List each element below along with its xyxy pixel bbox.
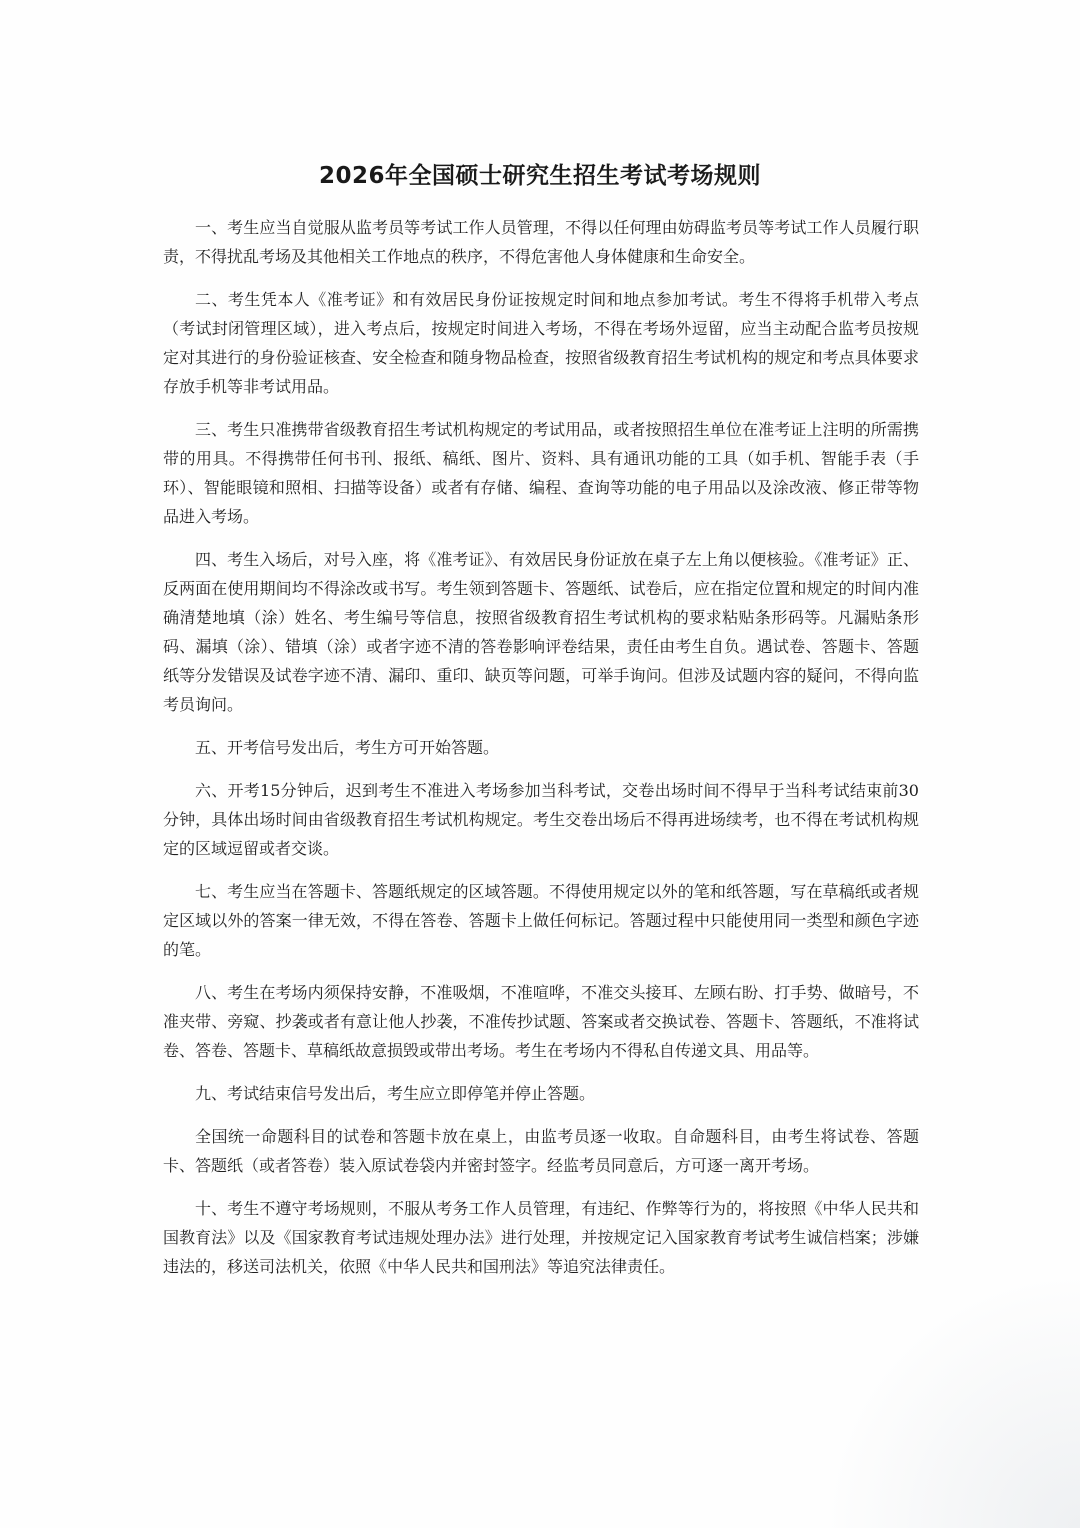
- rule-paragraph-4: 四、考生入场后，对号入座，将《准考证》、有效居民身份证放在桌子左上角以便核验。《准考证》正、反两面在使用期间均不得涂改或书写。考生领到答题卡、答题纸、试卷后，应在指定位置和规定的时间内准确清楚地填（涂）姓名、考生编号等信息，按照省级教育招生考试机构的要求粘贴条形码等。凡漏贴条形码、漏填（涂）、错填（涂）或者字迹不清的答卷影响评卷结果，责任由考生自负。遇试卷、答题卡、答题纸等分发错误及试卷字迹不清、漏印、重印、缺页等问题，可举手询问。但涉及试题内容的疑问，不得向监考员询问。: [163, 550, 919, 714]
- rule-paragraph-5: 五、开考信号发出后，考生方可开始答题。: [195, 738, 500, 757]
- rule-paragraph-9: 九、考试结束信号发出后，考生应立即停笔并停止答题。: [195, 1084, 596, 1103]
- page-shading: [820, 1268, 1080, 1528]
- rule-paragraph-9-supplement: 全国统一命题科目的试卷和答题卡放在桌上，由监考员逐一收取。自命题科目，由考生将试卷、答题卡、答题纸（或者答卷）装入原试卷袋内并密封签字。经监考员同意后，方可逐一离开考场。: [163, 1127, 919, 1175]
- rules-body: [163, 213, 919, 1295]
- rule-paragraph-2: 二、考生凭本人《准考证》和有效居民身份证按规定时间和地点参加考试。考生不得将手机带入考点（考试封闭管理区域），进入考点后，按规定时间进入考场，不得在考场外逗留，应当主动配合监考员按规定对其进行的身份验证核查、安全检查和随身物品检查，按照省级教育招生考试机构的规定和考点具体要求存放手机等非考试用品。: [163, 290, 919, 396]
- rule-paragraph-10: 十、考生不遵守考场规则，不服从考务工作人员管理，有违纪、作弊等行为的，将按照《中华人民共和国教育法》以及《国家教育考试违规处理办法》进行处理，并按规定记入国家教育考试考生诚信档案；涉嫌违法的，移送司法机关，依照《中华人民共和国刑法》等追究法律责任。: [163, 1199, 919, 1276]
- rule-paragraph-7: 七、考生应当在答题卡、答题纸规定的区域答题。不得使用规定以外的笔和纸答题，写在草稿纸或者规定区域以外的答案一律无效，不得在答卷、答题卡上做任何标记。答题过程中只能使用同一类型和颜色字迹的笔。: [163, 882, 919, 959]
- rule-paragraph-6: 六、开考15分钟后，迟到考生不准进入考场参加当科考试，交卷出场时间不得早于当科考试结束前30分钟，具体出场时间由省级教育招生考试机构规定。考生交卷出场后不得再进场续考，也不得在考试机构规定的区域逗留或者交谈。: [163, 781, 919, 858]
- rule-paragraph-3: 三、考生只准携带省级教育招生考试机构规定的考试用品，或者按照招生单位在准考证上注明的所需携带的用具。不得携带任何书刊、报纸、稿纸、图片、资料、具有通讯功能的工具（如手机、智能手表（手环）、智能眼镜和照相、扫描等设备）或者有存储、编程、查询等功能的电子用品以及涂改液、修正带等物品进入考场。: [163, 420, 919, 526]
- document-title: 2026年全国硕士研究生招生考试考场规则: [318, 163, 761, 190]
- rule-paragraph-8: 八、考生在考场内须保持安静，不准吸烟，不准喧哗，不准交头接耳、左顾右盼、打手势、做暗号，不准夹带、旁窥、抄袭或者有意让他人抄袭，不准传抄试题、答案或者交换试卷、答题卡、答题纸，不准将试卷、答卷、答题卡、草稿纸故意损毁或带出考场。考生在考场内不得私自传递文具、用品等。: [163, 983, 919, 1060]
- rule-paragraph-1: 一、考生应当自觉服从监考员等考试工作人员管理，不得以任何理由妨碍监考员等考试工作人员履行职责，不得扰乱考场及其他相关工作地点的秩序，不得危害他人身体健康和生命安全。: [163, 218, 919, 266]
